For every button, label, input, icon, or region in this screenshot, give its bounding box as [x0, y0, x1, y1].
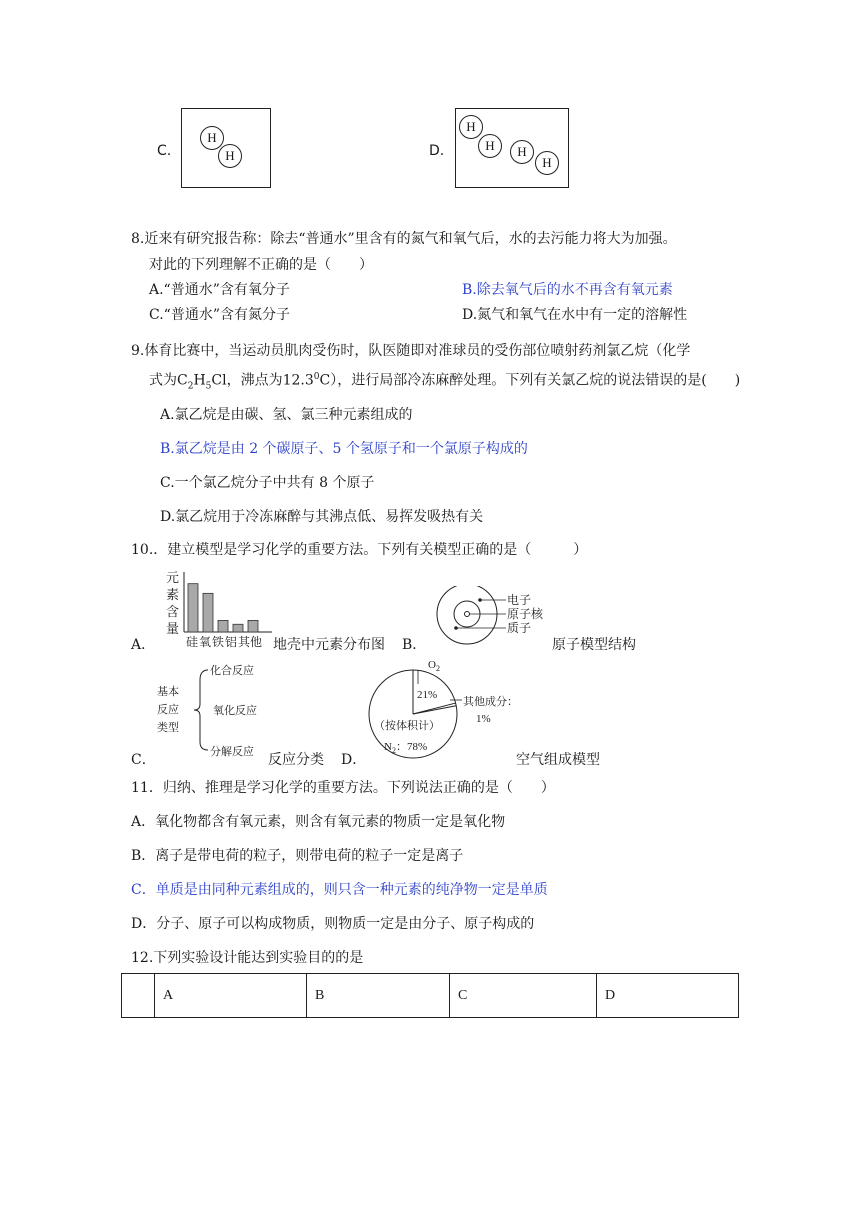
q11-option-d: D．分子、原子可以构成物质，则物质一定是由分子、原子构成的: [131, 916, 535, 932]
pie-label-other-pct: 1%: [476, 713, 491, 725]
table-cell-a: A: [155, 974, 307, 1018]
bar-4: [233, 624, 243, 632]
hydrogen-atom: H: [510, 140, 534, 164]
svg-text:类型: 类型: [157, 721, 179, 734]
atom-label-nucleus: 原子核: [507, 607, 544, 621]
table-row: [122, 974, 739, 1018]
q9-stem-line2: 式为$C_2H_5Cl$，沸点为12.3$^0$C），进行局部冷冻麻醉处理。下列有关氯乙烷的说法错误的是( ): [149, 372, 741, 392]
bar-2: [203, 593, 213, 632]
q11-option-a: A．氧化物都含有氧元素，则含有氧元素的物质一定是氧化物: [131, 814, 506, 830]
pie-label-o2-pct: 21%: [417, 689, 438, 701]
bar-ylabel-char: 素: [166, 588, 180, 603]
bar-ylabel-char: 含: [166, 605, 180, 620]
reaction-combination: 化合反应: [210, 664, 254, 677]
pie-slice-boundary-n2: [413, 706, 456, 714]
q7-option-c-figure: [181, 108, 271, 188]
q7-option-c-label: C.: [157, 143, 172, 159]
q10-stem: 10.．建立模型是学习化学的重要方法。下列有关模型正确的是（ ）: [131, 542, 588, 558]
table-cell-b: B: [307, 974, 450, 1018]
q10-option-d-caption: 空气组成模型: [516, 752, 600, 768]
bar-xlabel-1: 硅: [186, 635, 199, 649]
q10-option-a-label: A．: [131, 637, 156, 653]
q11-stem: 11．归纳、推理是学习化学的重要方法。下列说法正确的是（ ）: [131, 780, 555, 796]
bar-ylabel-char: 元: [166, 571, 180, 586]
q8-stem-line1: 8.近来有研究报告称：除去“普通水”里含有的氮气和氧气后，水的去污能力将大为加强。: [131, 231, 677, 247]
q10-option-a-caption: 地壳中元素分布图: [273, 637, 385, 653]
q7-option-d-figure: [455, 108, 569, 188]
table-cell-c: C: [450, 974, 597, 1018]
atom-label-proton: 质子: [507, 621, 532, 635]
pie-label-center: （按体积计）: [374, 719, 440, 732]
bar-xlabel-3: 铁: [212, 635, 225, 649]
svg-text:基本: 基本: [157, 685, 179, 698]
q8-option-a: A.“普通水”含有氧分子: [149, 282, 290, 298]
q8-option-b: B.除去氧气后的水不再含有氧元素: [462, 282, 673, 298]
atom-model-diagram: [432, 586, 552, 646]
pie-label-n2: $N_2$：78%: [384, 741, 428, 755]
q10-option-c-caption: 反应分类: [268, 752, 324, 768]
svg-text:反应: 反应: [157, 703, 179, 716]
q9-option-b: B.氯乙烷是由 2 个碳原子、5 个氢原子和一个氯原子构成的: [160, 441, 528, 457]
table-cell: [122, 974, 155, 1018]
bar-5: [248, 620, 258, 632]
bar-xlabel-5: 其他: [238, 635, 263, 649]
reaction-oxidation: 氧化反应: [213, 704, 257, 717]
hydrogen-atom: H: [478, 134, 502, 158]
bar-ylabel-char: 量: [166, 622, 180, 637]
q8-option-d: D.氮气和氧气在水中有一定的溶解性: [462, 307, 688, 323]
bar-3: [218, 620, 228, 632]
q9-option-d: D.氯乙烷用于冷冻麻醉与其沸点低、易挥发吸热有关: [160, 509, 484, 525]
emphasis-word: 错误: [645, 372, 674, 389]
q10-option-d-label: D．: [341, 752, 367, 768]
q10-option-b-caption: 原子模型结构: [552, 637, 636, 653]
bar-1: [188, 584, 198, 632]
hydrogen-atom: H: [535, 151, 559, 175]
reaction-type-diagram: [150, 662, 270, 762]
atom-label-electron: 电子: [507, 593, 532, 607]
q9-stem-line1: 9.体育比赛中，当运动员肌肉受伤时，队医随即对准球员的受伤部位喷射药剂氯乙烷（化学: [131, 343, 691, 359]
q9-option-c: C.一个氯乙烷分子中共有 8 个原子: [160, 475, 375, 491]
pie-label-o2: $O_2$: [428, 659, 440, 673]
q9-option-a: A.氯乙烷是由碳、氢、氯三种元素组成的: [160, 407, 413, 423]
q12-options-table: [121, 973, 739, 1018]
q7-option-d-label: D.: [429, 143, 445, 159]
q10-option-b-label: B．: [402, 637, 427, 653]
q10-option-c-label: C．: [131, 752, 156, 768]
q8-option-c: C.“普通水”含有氮分子: [149, 307, 290, 323]
q8-stem-line2: 对此的下列理解不正确的是（ ）: [149, 257, 373, 273]
reaction-decomposition: 分解反应: [210, 745, 254, 758]
q11-option-b: B．离子是带电荷的粒子，则带电荷的粒子一定是离子: [131, 848, 464, 864]
q11-option-c: C．单质是由同种元素组成的，则只含一种元素的纯净物一定是单质: [131, 882, 548, 898]
table-cell-d: D: [597, 974, 739, 1018]
crust-element-bar-chart: [160, 570, 275, 650]
air-composition-pie: [360, 656, 530, 768]
pie-label-other: 其他成分：: [463, 695, 518, 708]
bar-xlabel-4: 铝: [225, 635, 238, 649]
hydrogen-atom: H: [200, 126, 224, 150]
bar-xlabel-2: 氧: [199, 635, 212, 649]
hydrogen-atom: H: [218, 144, 242, 168]
q12-stem: 12.下列实验设计能达到实验目的的是: [131, 950, 364, 966]
hydrogen-atom: H: [459, 115, 483, 139]
